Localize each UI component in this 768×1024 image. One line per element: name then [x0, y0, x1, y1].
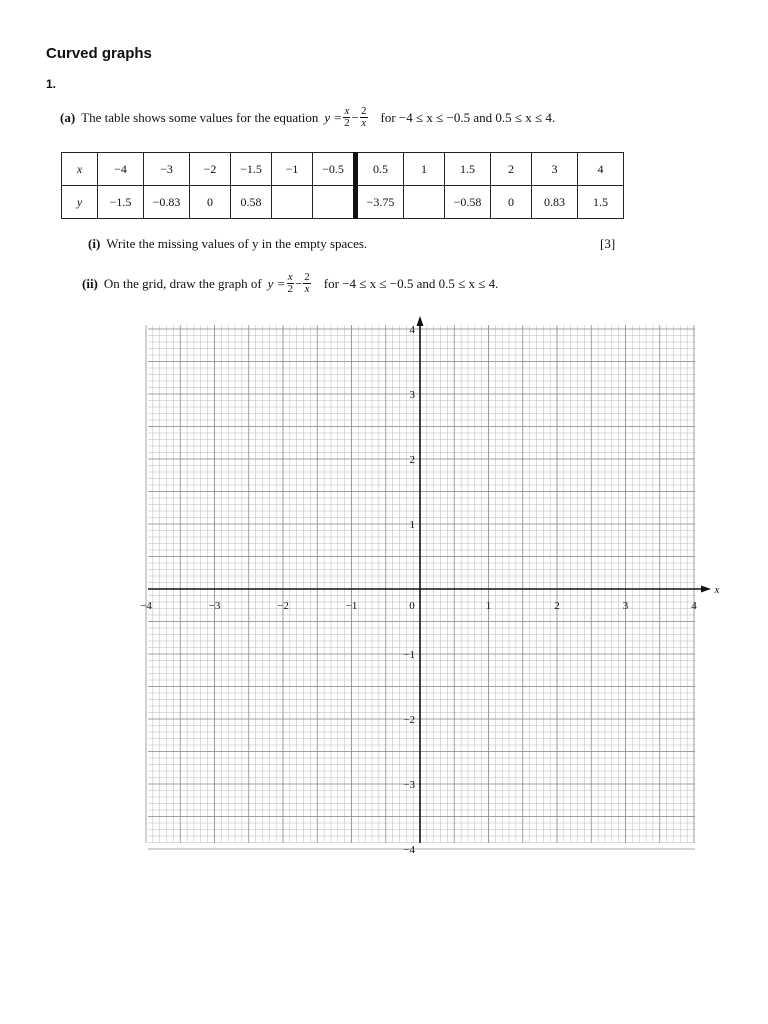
x-tick-label: −1 [345, 600, 358, 612]
fraction-denominator: 2 [344, 117, 350, 129]
fraction-numerator: 2 [361, 105, 367, 117]
grid-minor-lines [148, 325, 695, 843]
equation-minus: − [294, 275, 303, 291]
axis-labels [140, 324, 719, 856]
table-cell: −0.5 [313, 153, 356, 186]
table-cell: −3 [144, 153, 190, 186]
table-header-x: x [62, 153, 98, 186]
table-cell: −1 [272, 153, 313, 186]
x-tick-label: −3 [208, 600, 221, 612]
y-tick-label: −2 [403, 714, 415, 726]
fraction-denominator: 2 [287, 283, 293, 295]
table-cell: 0.5 [356, 153, 404, 186]
table-cell: 0 [491, 186, 532, 219]
fraction-numerator: x [287, 271, 293, 283]
table-cell: 4 [578, 153, 624, 186]
table-cell: 1 [404, 153, 445, 186]
equation-lhs: y = [267, 275, 286, 291]
x-tick-label: 2 [554, 600, 560, 612]
table-cell: −2 [190, 153, 231, 186]
y-tick-label: 3 [409, 389, 415, 401]
part-a-domain: for −4 ≤ x ≤ −0.5 and 0.5 ≤ x ≤ 4. [380, 109, 556, 125]
table-cell: 0.58 [231, 186, 272, 219]
x-axis-arrow [701, 586, 711, 593]
fraction-denominator: x [361, 117, 367, 129]
table-cell: −4 [98, 153, 144, 186]
x-tick-label: −4 [140, 600, 152, 612]
y-axis-arrow [417, 316, 424, 326]
part-a-text: The table shows some values for the equation [81, 109, 319, 125]
table-cell: 3 [532, 153, 578, 186]
table-cell: 2 [491, 153, 532, 186]
y-tick-label: −4 [403, 844, 415, 856]
x-tick-label: 4 [691, 600, 697, 612]
table-cell: 0 [190, 186, 231, 219]
equation-lhs: y = [324, 109, 343, 125]
table-cell: −0.83 [144, 186, 190, 219]
x-tick-label: −2 [277, 600, 289, 612]
part-i-label: (i) [88, 236, 101, 251]
axes [148, 316, 711, 843]
x-tick-label: 3 [622, 600, 629, 612]
fraction-numerator: 2 [304, 271, 310, 283]
y-tick-label: 2 [409, 454, 415, 466]
fraction-denominator: x [304, 283, 310, 295]
fraction-numerator: x [344, 105, 350, 117]
page-title: Curved graphs [46, 45, 152, 62]
table-cell: 1.5 [445, 153, 491, 186]
part-i-text: Write the missing values of y in the empty spaces. [106, 236, 368, 251]
table-cell: −0.58 [445, 186, 491, 219]
y-tick-label: −1 [403, 649, 415, 661]
part-ii-text: On the grid, draw the graph of [103, 275, 262, 291]
y-tick-label: 1 [409, 519, 415, 531]
marks-label: [3] [600, 236, 616, 251]
table-cell: −1.5 [98, 186, 144, 219]
x-tick-label: 0 [409, 600, 415, 612]
part-ii-label: (ii) [82, 275, 98, 291]
table-header-y: y [62, 186, 98, 219]
x-tick-label: 1 [485, 600, 492, 612]
y-tick-label: −3 [403, 779, 415, 791]
table-cell: 1.5 [578, 186, 624, 219]
table-cell: −1.5 [231, 153, 272, 186]
part-ii-domain: for −4 ≤ x ≤ −0.5 and 0.5 ≤ x ≤ 4. [323, 275, 499, 291]
question-number: 1. [46, 77, 57, 91]
table-cell: 0.83 [532, 186, 578, 219]
table-cell: −3.75 [356, 186, 404, 219]
x-axis-label: x [714, 584, 720, 596]
y-tick-label: 4 [409, 324, 415, 336]
equation-minus: − [351, 109, 359, 125]
part-a-label: (a) [60, 109, 76, 125]
